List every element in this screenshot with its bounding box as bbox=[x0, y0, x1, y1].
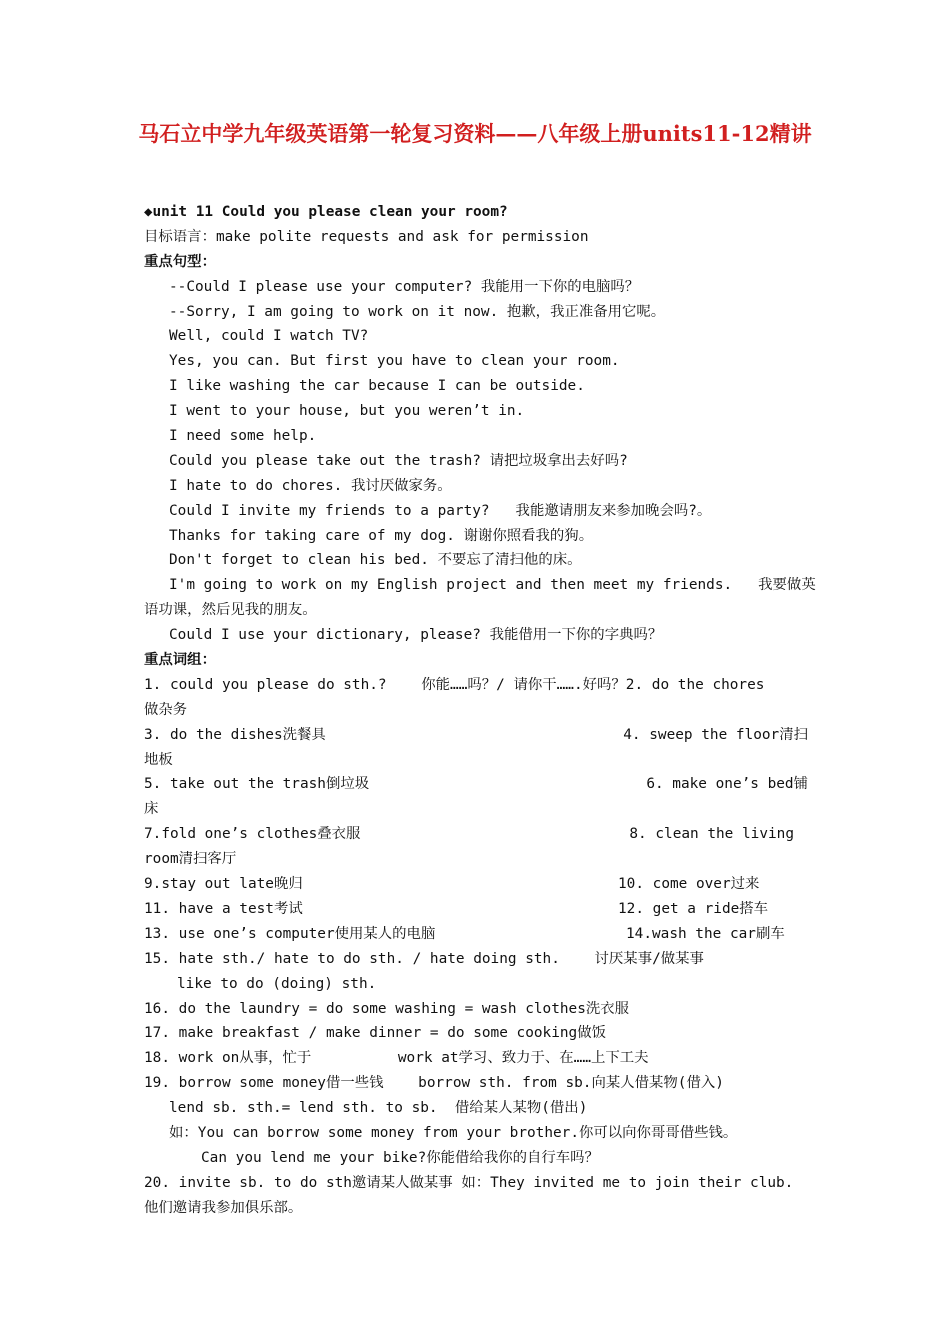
phrase: 10. come over过来 bbox=[618, 876, 760, 893]
sentence: Thanks for taking care of my dog. 谢谢你照看我的狗。 bbox=[169, 527, 594, 544]
phrase: 3. do the dishes洗餐具 bbox=[144, 726, 326, 743]
phrase-line: 20. invite sb. to do sth邀请某人做某事 如：They invited me to join their club. bbox=[144, 1174, 794, 1191]
phrase-row bbox=[144, 897, 808, 922]
sentence: Could I invite my friends to a party? 我能邀请朋友来参加晚会吗?。 bbox=[169, 502, 712, 519]
phrase-line: Can you lend me your bike?你能借给我你的自行车吗？ bbox=[201, 1149, 599, 1166]
phrase: 8. clean the living bbox=[629, 826, 794, 843]
phrase-line: 19. borrow some money借一些钱 borrow sth. from sb.向某人借某物(借入) bbox=[144, 1075, 724, 1092]
phrase-line: 如：You can borrow some money from your brother.你可以向你哥哥借些钱。 bbox=[169, 1124, 738, 1141]
phrase-line: 18. work on从事，忙于 work at学习、致力于、在……上下工夫 bbox=[144, 1050, 649, 1067]
sentence: Yes, you can. But first you have to clean your room. bbox=[169, 353, 620, 370]
sentence: --Could I please use your computer? 我能用一下你的电脑吗？ bbox=[169, 278, 640, 295]
phrase-row bbox=[144, 822, 808, 847]
phrase: 5. take out the trash倒垃圾 bbox=[144, 776, 370, 793]
document-title: 马石立中学九年级英语第一轮复习资料——八年级上册units11-12精讲 bbox=[138, 121, 812, 146]
phrase-line: 1. could you please do sth.? 你能……吗？/ 请你干…….好吗？2. do the chores bbox=[144, 676, 765, 693]
sentence: I hate to do chores. 我讨厌做家务。 bbox=[169, 477, 452, 494]
phrase-line: 他们邀请我参加俱乐部。 bbox=[144, 1199, 303, 1216]
sentence: Well, could I watch TV? bbox=[169, 328, 369, 345]
phrase-line: room清扫客厅 bbox=[144, 851, 237, 868]
phrase-line: 17. make breakfast / make dinner = do some cooking做饭 bbox=[144, 1025, 606, 1042]
key-sentences-heading: 重点句型： bbox=[144, 253, 216, 270]
phrase-line: 16. do the laundry = do some washing = wash clothes洗衣服 bbox=[144, 1000, 630, 1017]
phrase: 14.wash the car刷车 bbox=[626, 925, 785, 942]
diamond-bullet-icon: ◆ bbox=[144, 204, 153, 220]
sentence: 语功课，然后见我的朋友。 bbox=[144, 602, 317, 619]
sentence: Could I use your dictionary, please? 我能借用一下你的字典吗？ bbox=[169, 627, 663, 644]
goal-line: 目标语言：make polite requests and ask for permission bbox=[144, 228, 589, 245]
phrase-row bbox=[144, 922, 808, 947]
unit-heading: ◆unit 11 Could you please clean your room? bbox=[144, 204, 508, 220]
phrase-line: 床 bbox=[144, 801, 159, 818]
sentence: --Sorry, I am going to work on it now. 抱歉，我正准备用它呢。 bbox=[169, 303, 666, 320]
phrase-line: 地板 bbox=[144, 751, 173, 768]
sentence: I'm going to work on my English project and then meet my friends. 我要做英 bbox=[169, 577, 816, 594]
phrase: 9.stay out late晚归 bbox=[144, 876, 303, 893]
sentence: I like washing the car because I can be outside. bbox=[169, 378, 585, 395]
phrase-line: lend sb. sth.= lend sth. to sb. 借给某人某物(借出) bbox=[169, 1100, 588, 1117]
phrase-line: 做杂务 bbox=[144, 701, 188, 718]
sentence: I went to your house, but you weren’t in. bbox=[169, 403, 525, 420]
sentence: Could you please take out the trash? 请把垃圾拿出去好吗? bbox=[169, 452, 628, 469]
phrase-row bbox=[144, 872, 808, 897]
phrase: 4. sweep the floor清扫 bbox=[623, 726, 808, 743]
sentence: Don't forget to clean his bed. 不要忘了清扫他的床。 bbox=[169, 552, 582, 569]
phrase-line: like to do (doing) sth. bbox=[177, 975, 377, 992]
phrases-heading: 重点词组： bbox=[144, 652, 216, 669]
phrase: 11. have a test考试 bbox=[144, 900, 303, 917]
phrase: 13. use one’s computer使用某人的电脑 bbox=[144, 925, 436, 942]
phrase: 12. get a ride搭车 bbox=[618, 900, 769, 917]
phrase: 6. make one’s bed铺 bbox=[646, 776, 808, 793]
sentence: I need some help. bbox=[169, 428, 317, 445]
phrase-row bbox=[144, 723, 808, 748]
phrase-row bbox=[144, 772, 808, 797]
phrase-line: 15. hate sth./ hate to do sth. / hate doing sth. 讨厌某事/做某事 bbox=[144, 950, 704, 967]
document-body bbox=[144, 200, 816, 1221]
phrase: 7.fold one’s clothes叠衣服 bbox=[144, 826, 361, 843]
